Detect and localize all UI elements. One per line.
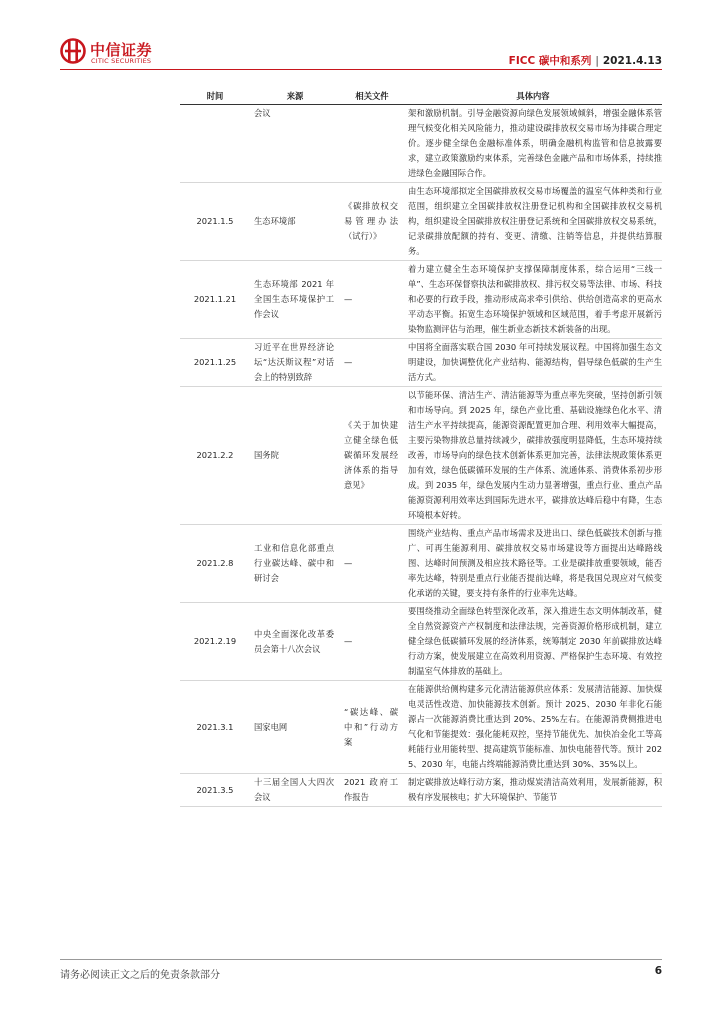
cell-source: 生态环境部 2021 年全国生态环境保护工作会议 — [250, 261, 340, 339]
cell-content: 架和激励机制。引导金融资源向绿色发展领域倾斜，增强金融体系管理气候变化相关风险能力，推动建设碳排放权交易市场为排碳合理定价。逐步健全绿色金融标准体系，明确金融机构监管和信息披露要求，建立政策激励约束体系，完善绿色金融产品和市场体系，持续推进绿色金融国际合作。 — [404, 105, 662, 183]
logo-text-cn: 中信证券 — [90, 41, 153, 59]
cell-content: 以节能环保、清洁生产、清洁能源等为重点率先突破，坚持创新引领和市场导向。到 2025 年，绿色产业比重、基础设施绿色化水平、清洁生产水平持续提高，能源资源配置更加合理、利用效率大幅提高，主要污染物排放总量持续减少，碳排放强度明显降低，生态环境持续改善，市场导向的绿色技术创新体系更加完善，法律法规政策体系更加有效，绿色低碳循环发展的生产体系、流通体系、消费体系初步形成。到 2035 年，绿色发展内生动力显著增强，重点行业、重点产品能源资源利用效率达到国际先进水平，碳排放达峰后稳中有降，生态环境根本好转。 — [404, 387, 662, 525]
cell-time: 2021.1.5 — [180, 183, 250, 261]
cell-content: 由生态环境部拟定全国碳排放权交易市场覆盖的温室气体种类和行业范围，组织建立全国碳排放权注册登记机构和全国碳排放权交易机构，组织建设全国碳排放权注册登记系统和全国碳排放权交易系统，记录碳排放配额的持有、变更、清缴、注销等信息，并提供结算服务。 — [404, 183, 662, 261]
logo-text-en: CITIC SECURITIES — [91, 57, 152, 65]
column-header-content: 具体内容 — [404, 88, 662, 105]
cell-document: 2021 政府工作报告 — [340, 774, 404, 807]
column-header-time: 时间 — [180, 88, 250, 105]
cell-content: 要围绕推动全面绿色转型深化改革，深入推进生态文明体制改革，健全自然资源资产产权制度和法律法规，完善资源价格形成机制，建立健全绿色低碳循环发展的经济体系，统筹制定 2030 年前碳排放达峰行动方案，使发展建立在高效利用资源、严格保护生态环境、有效控制温室气体排放的基础上。 — [404, 603, 662, 681]
header-separator: | — [595, 55, 599, 67]
logo — [60, 38, 170, 66]
cell-document: — — [340, 525, 404, 603]
cell-source: 生态环境部 — [250, 183, 340, 261]
cell-document: — — [340, 339, 404, 387]
table-row — [180, 387, 662, 525]
column-header-source: 来源 — [250, 88, 340, 105]
cell-source: 工业和信息化部重点行业碳达峰、碳中和研讨会 — [250, 525, 340, 603]
table-row — [180, 525, 662, 603]
table-row — [180, 603, 662, 681]
table-row — [180, 774, 662, 807]
table-header-row — [180, 88, 662, 105]
cell-source: 国家电网 — [250, 681, 340, 774]
cell-document: “碳达峰、碳中和”行动方案 — [340, 681, 404, 774]
cell-time — [180, 105, 250, 183]
cell-content: 制定碳排放达峰行动方案，推动煤炭清洁高效利用，发展新能源，积极有序发展核电；扩大环境保护、节能节 — [404, 774, 662, 807]
cell-time: 2021.2.2 — [180, 387, 250, 525]
cell-document: 《关于加快建立健全绿色低碳循环发展经济体系的指导意见》 — [340, 387, 404, 525]
cell-content: 中国将全面落实联合国 2030 年可持续发展议程。中国将加强生态文明建设，加快调整优化产业结构、能源结构，倡导绿色低碳的生产生活方式。 — [404, 339, 662, 387]
footer-disclaimer: 请务必阅读正文之后的免责条款部分 — [60, 970, 220, 981]
cell-time: 2021.3.5 — [180, 774, 250, 807]
page-number: 6 — [654, 965, 662, 977]
cell-document: — — [340, 261, 404, 339]
table-row — [180, 339, 662, 387]
cell-content: 围绕产业结构、重点产品市场需求及进出口、绿色低碳技术创新与推广、可再生能源利用、碳排放权交易市场建设等方面提出达峰路线图、达峰时间预测及相应技术路径等。工业是碳排放重要领域，能否率先达峰，特别是重点行业能否提前达峰，将是我国兑现应对气候变化承诺的关键，要支持有条件的行业率先达峰。 — [404, 525, 662, 603]
table-row — [180, 681, 662, 774]
cell-source: 十三届全国人大四次会议 — [250, 774, 340, 807]
cell-time: 2021.3.1 — [180, 681, 250, 774]
table-row — [180, 183, 662, 261]
cell-content: 在能源供给侧构建多元化清洁能源供应体系：发展清洁能源、加快煤电灵活性改造、加快能源技术创新。预计 2025、2030 年非化石能源占一次能源消费比重达到 20%、25%左右。在能源消费侧推进电气化和节能提效：强化能耗双控，坚持节能优先、加快冶金化工等高耗能行业用能转型、提高建筑节能标准、加快电能替代等。预计 2025、2030 年，电能占终端能源消费比重达到 30%、35%以上。 — [404, 681, 662, 774]
cell-time: 2021.1.25 — [180, 339, 250, 387]
table-row — [180, 261, 662, 339]
cell-time: 2021.2.8 — [180, 525, 250, 603]
cell-source: 国务院 — [250, 387, 340, 525]
footer-divider — [60, 959, 662, 960]
cell-source: 习近平在世界经济论坛“达沃斯议程”对话会上的特别致辞 — [250, 339, 340, 387]
cell-document: 《碳排放权交易管理办法（试行）》 — [340, 183, 404, 261]
cell-document — [340, 105, 404, 183]
policy-table — [180, 88, 662, 807]
cell-document: — — [340, 603, 404, 681]
citic-logo-icon — [60, 38, 86, 64]
cell-time: 2021.1.21 — [180, 261, 250, 339]
table-row — [180, 105, 662, 183]
cell-source: 会议 — [250, 105, 340, 183]
cell-time: 2021.2.19 — [180, 603, 250, 681]
column-header-document: 相关文件 — [340, 88, 404, 105]
report-date: 2021.4.13 — [602, 55, 662, 67]
cell-content: 着力建立健全生态环境保护支撑保障制度体系，综合运用“三线一单”、生态环保督察执法和碳排放权、排污权交易等法律、市场、科技和必要的行政手段，推动形成高求牵引供给、供给创造高求的更高水平动态平衡。拓宽生态环境保护领域和区域范围，着手考虑开展新污染物监测评估与治理，催生新业态新技术新装备的出现。 — [404, 261, 662, 339]
cell-source: 中央全面深化改革委员会第十八次会议 — [250, 603, 340, 681]
report-header — [509, 53, 662, 68]
header-divider — [60, 69, 662, 70]
report-series: FICC 碳中和系列 — [508, 55, 592, 67]
